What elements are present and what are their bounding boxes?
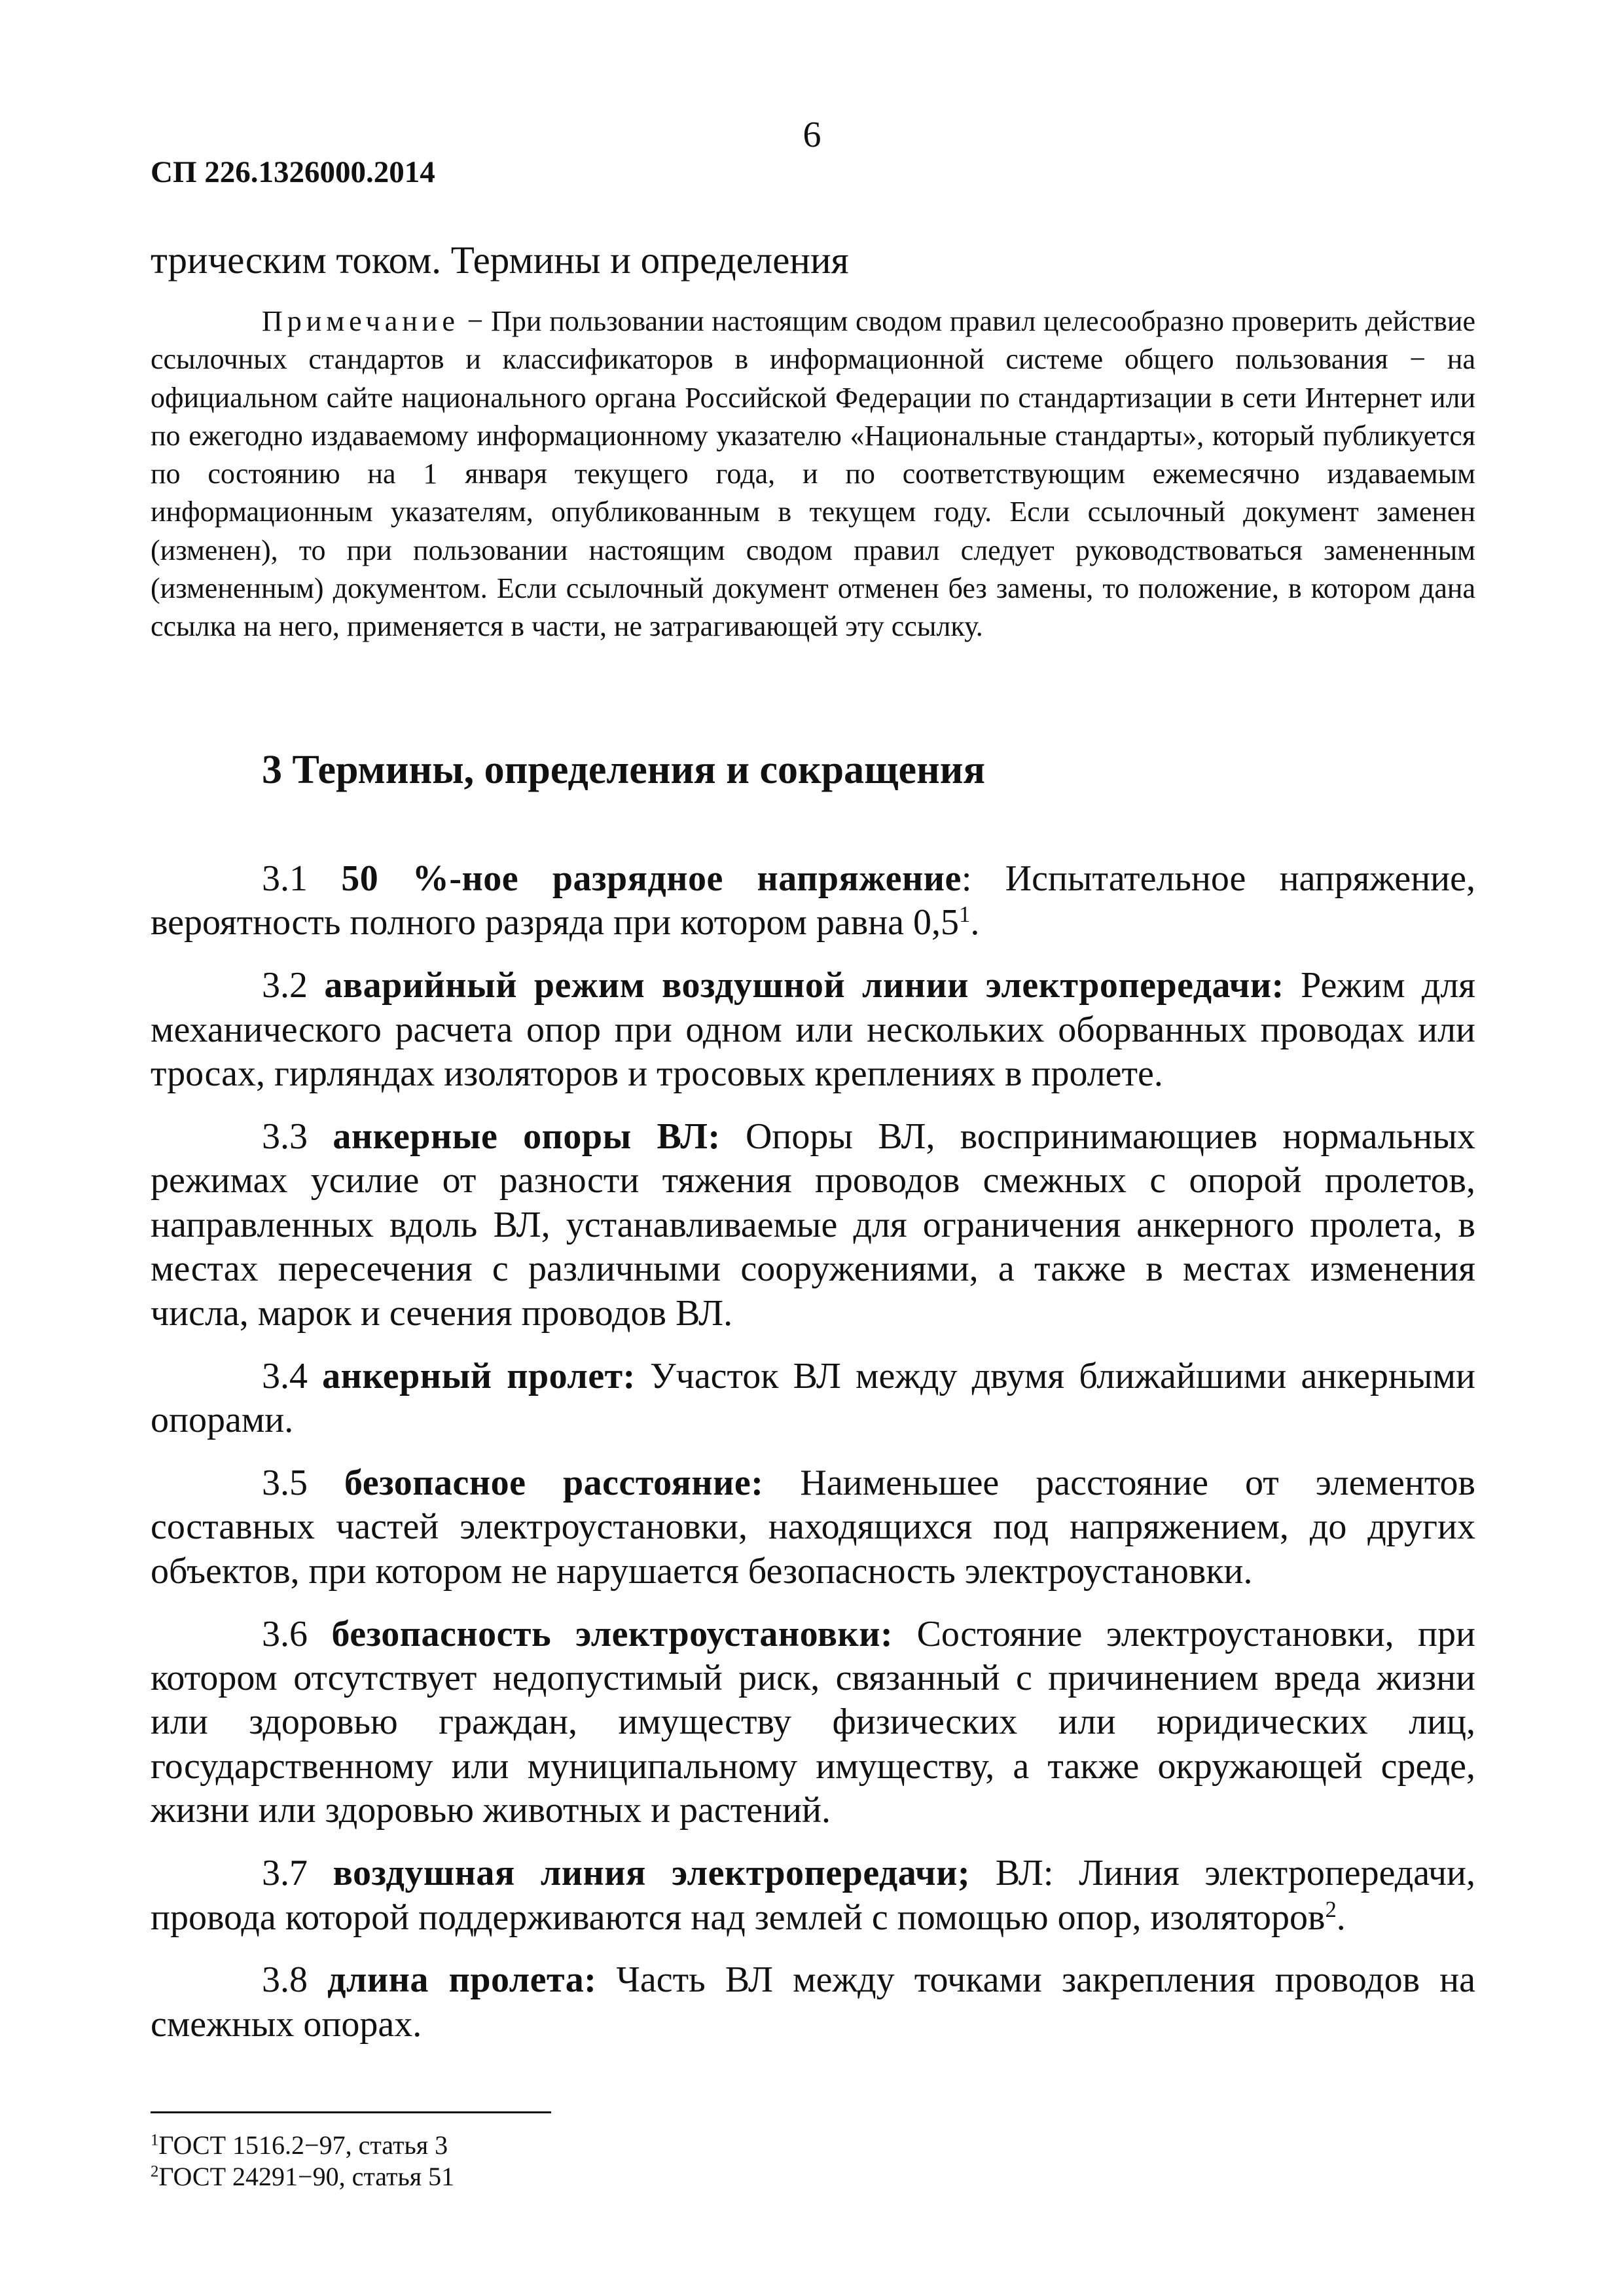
term-name: анкерные опоры ВЛ: xyxy=(333,1116,721,1157)
term-separator xyxy=(1284,965,1301,1006)
footnote-1 xyxy=(151,2130,454,2161)
term-end: . xyxy=(970,902,980,943)
term-name: длина пролета: xyxy=(327,1959,597,2001)
term-3-6 xyxy=(151,1613,1475,1833)
term-separator: : xyxy=(961,858,1005,899)
continued-text: трическим током. Термины и определения xyxy=(151,238,849,282)
note-text: − При пользовании настоящим сводом правил целесообразно проверить действие ссылочных стандартов и классификаторов в информационной системе общего пользования − на официальном сайте национального органа Российской Федерации по стандартизации в сети Интернет или по ежегодно издаваемому информационному указателю «Национальные стандарты», который публикуется по состоянию на 1 января текущего года, и по соответствующим ежемесячно издаваемым информационным указателям, опубликованным в текущем году. Если ссылочный документ заменен (изменен), то при пользовании настоящим сводом правил следует руководствоваться замененным (измененным) документом. Если ссылочный документ отменен без замены, то положение, в котором дана ссылка на него, применяется в части, не затрагивающей эту ссылку. xyxy=(151,305,1475,643)
term-definition: Состояние электроустановки, при котором отсутствует недопустимый риск, связанный с причинением вреда жизни или здоровью граждан, имуществу физических или юридических лиц, государственному или муниципальному имуществу, а также окружающей среде, жизни или здоровью животных и растений. xyxy=(151,1613,1475,1831)
term-definition: Испытательное напряжение, вероятность полного разряда при котором равна 0,5 xyxy=(151,858,1476,943)
footnote-ref: 2 xyxy=(1325,1896,1337,1922)
term-3-5 xyxy=(151,1461,1475,1594)
term-name: безопасность электроустановки: xyxy=(331,1613,893,1654)
term-3-8 xyxy=(151,1958,1475,2047)
term-definition: Режим для механического расчета опор при одном или нескольких оборванных проводах или тросах, гирляндах изоляторов и тросовых креплениях в пролете. xyxy=(151,965,1476,1095)
term-number: 3.4 xyxy=(262,1355,308,1396)
term-end: . xyxy=(1336,1897,1346,1938)
term-separator xyxy=(893,1614,916,1654)
term-definition: Часть ВЛ между точками закрепления проводов на смежных опорах. xyxy=(151,1959,1475,2045)
term-separator xyxy=(636,1356,650,1396)
footnote-divider xyxy=(151,2111,551,2113)
document-code: СП 226.1326000.2014 xyxy=(151,155,435,189)
footnote-ref: 1 xyxy=(958,902,971,928)
section-title: 3 Термины, определения и сокращения xyxy=(262,748,986,792)
term-number: 3.8 xyxy=(262,1959,308,2001)
term-definition: Участок ВЛ между двумя ближайшими анкерными опорами. xyxy=(151,1355,1475,1440)
term-definition: Наименьшее расстояние от элементов составных частей электроустановки, находящихся под напряжением, до других объектов, при котором не нарушается безопасность электроустановки. xyxy=(151,1462,1475,1592)
term-3-7 xyxy=(151,1851,1475,1940)
term-definition: ВЛ: Линия электропередачи, провода которой поддерживаются над землей с помощью опор, изоляторов xyxy=(151,1853,1476,1938)
footnote-text: ГОСТ 24291−90, статья 51 xyxy=(158,2162,455,2191)
term-separator xyxy=(721,1116,746,1157)
term-name: безопасное расстояние: xyxy=(344,1462,764,1503)
term-number: 3.3 xyxy=(262,1116,308,1157)
term-number: 3.1 xyxy=(262,858,308,899)
term-3-3 xyxy=(151,1115,1475,1336)
term-separator xyxy=(596,1959,616,2000)
terms-list xyxy=(151,857,1475,2066)
term-number: 3.6 xyxy=(262,1613,308,1654)
term-3-1 xyxy=(151,857,1475,945)
note-label: Примечание xyxy=(262,305,460,337)
term-separator xyxy=(970,1853,996,1893)
page-number: 6 xyxy=(803,115,821,155)
note-paragraph xyxy=(151,302,1475,646)
term-name: анкерный пролет: xyxy=(322,1355,636,1396)
footnote-text: ГОСТ 1516.2−97, статья 3 xyxy=(158,2130,448,2160)
term-number: 3.7 xyxy=(262,1853,308,1894)
term-number: 3.2 xyxy=(262,965,308,1006)
term-number: 3.5 xyxy=(262,1462,308,1503)
term-3-2 xyxy=(151,964,1475,1096)
footnote-mark: 2 xyxy=(151,2162,159,2181)
term-name: 50 %-ное разрядное напряжение xyxy=(341,858,962,899)
term-separator xyxy=(763,1463,800,1503)
term-3-4 xyxy=(151,1355,1475,1443)
footnote-2 xyxy=(151,2161,454,2193)
term-name: воздушная линия электропередачи; xyxy=(333,1853,971,1894)
footnotes xyxy=(151,2130,454,2193)
term-definition: Опоры ВЛ, воспринимающиев нормальных режимах усилие от разности тяжения проводов смежных с опорой пролетов, направленных вдоль ВЛ, устанавливаемые для ограничения анкерного пролета, в местах пересечения с различными сооружениями, а также в местах изменения числа, марок и сечения проводов ВЛ. xyxy=(151,1116,1476,1334)
term-name: аварийный режим воздушной линии электропередачи: xyxy=(324,965,1284,1006)
footnote-mark: 1 xyxy=(151,2131,159,2149)
